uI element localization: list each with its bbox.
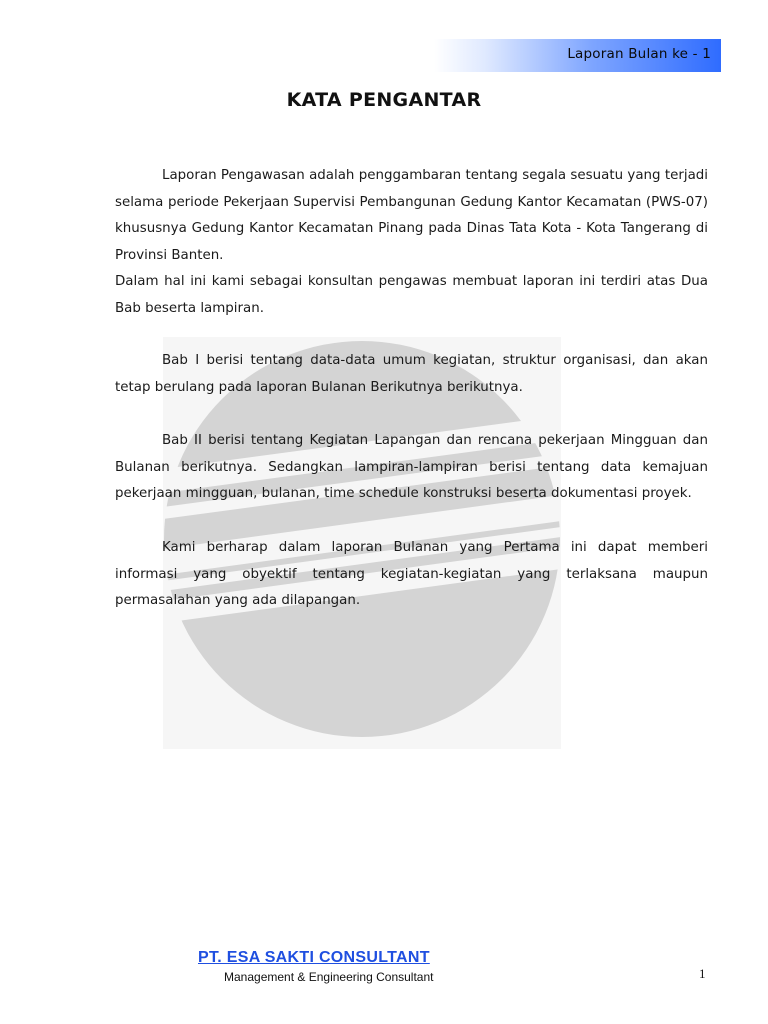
closing-paragraph: Kami berharap dalam laporan Bulanan yang Pertama ini dapat memberi informasi yang obyektif tentang kegiatan-kegiatan yang terlaksana maupun permasalahan yang ada dilapangan. [115,540,708,608]
header-bar [434,39,721,72]
page-title: KATA PENGANTAR [286,89,482,111]
page-number: 1 [699,966,706,981]
intro-main-text: Laporan Pengawasan adalah penggambaran tentang segala sesuatu yang terjadi selama periode Pekerjaan Supervisi Pembangunan Gedung Kantor Kecamatan (PWS-07) khususnya Gedung Kantor Kecamatan Pinang pada Dinas Tata Kota - Kota Tangerang di Provinsi Banten. [115,168,708,263]
intro-paragraph [115,163,708,322]
bab1-paragraph: Bab I berisi tentang data-data umum kegiatan, struktur organisasi, dan akan tetap berulang pada laporan Bulanan Berikutnya berikutnya. [115,353,708,395]
intro-continuation-text: Dalam hal ini kami sebagai konsultan pengawas membuat laporan ini terdiri atas Dua Bab beserta lampiran. [115,274,708,316]
report-label: Laporan Bulan ke - 1 [567,46,711,62]
company-name: PT. ESA SAKTI CONSULTANT [198,949,430,966]
company-tagline: Management & Engineering Consultant [224,970,434,984]
bab2-paragraph: Bab II berisi tentang Kegiatan Lapangan dan rencana pekerjaan Mingguan dan Bulanan berikutnya. Sedangkan lampiran-lampiran berisi tentang data kemajuan pekerjaan mingguan, bulanan, time schedule konstruksi beserta dokumentasi proyek. [115,433,708,501]
